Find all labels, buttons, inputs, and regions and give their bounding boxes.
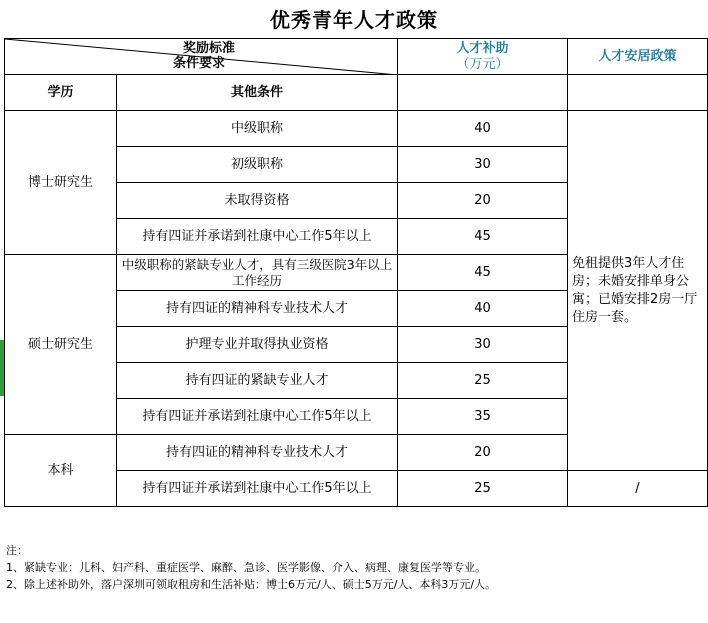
amount-cell: 45: [398, 255, 568, 291]
header-reward-standard: 奖励标准: [183, 41, 236, 56]
condition-cell: 持有四证的精神科专业技术人才: [117, 291, 398, 327]
condition-cell: 未取得资格: [117, 183, 398, 219]
page-title: 优秀青年人才政策: [270, 8, 438, 32]
empty-cell: [398, 75, 568, 111]
amount-cell: 25: [398, 363, 568, 399]
header-subsidy-label: 人才补助: [456, 40, 509, 56]
condition-cell: 中级职称: [117, 111, 398, 147]
amount-cell: 20: [398, 435, 568, 471]
empty-cell: [568, 75, 708, 111]
notes-section: [6, 542, 496, 593]
header-other-conditions: 其他条件: [117, 75, 398, 111]
amount-cell: 25: [398, 471, 568, 507]
housing-policy-cell: 免租提供3年人才住房；未婚安排单身公寓；已婚安排2房一厅住房一套。: [568, 111, 708, 471]
condition-cell: 持有四证并承诺到社康中心工作5年以上: [117, 399, 398, 435]
degree-bachelor: 本科: [5, 435, 117, 507]
amount-cell: 40: [398, 291, 568, 327]
condition-cell: 持有四证的紧缺专业人才: [117, 363, 398, 399]
header-housing: 人才安居政策: [568, 39, 708, 75]
diagonal-header-cell: [5, 39, 398, 75]
amount-cell: 30: [398, 327, 568, 363]
housing-slash-cell: /: [568, 471, 708, 507]
header-degree: 学历: [5, 75, 117, 111]
header-conditions: 条件要求: [173, 56, 226, 71]
amount-cell: 40: [398, 111, 568, 147]
degree-master: 硕士研究生: [5, 255, 117, 435]
condition-cell: 护理专业并取得执业资格: [117, 327, 398, 363]
amount-cell: 20: [398, 183, 568, 219]
condition-cell: 中级职称的紧缺专业人才，具有三级医院3年以上工作经历: [117, 255, 398, 291]
condition-cell: 初级职称: [117, 147, 398, 183]
policy-table: [4, 38, 708, 507]
amount-cell: 30: [398, 147, 568, 183]
degree-doctor: 博士研究生: [5, 111, 117, 255]
amount-cell: 45: [398, 219, 568, 255]
condition-cell: 持有四证并承诺到社康中心工作5年以上: [117, 219, 398, 255]
condition-cell: 持有四证并承诺到社康中心工作5年以上: [117, 471, 398, 507]
amount-cell: 35: [398, 399, 568, 435]
header-subsidy: [398, 39, 568, 75]
note-line-1: 1、紧缺专业：儿科、妇产科、重症医学、麻醉、急诊、医学影像、介入、病理、康复医学等专业。: [6, 561, 486, 574]
condition-cell: 持有四证的精神科专业技术人才: [117, 435, 398, 471]
header-subsidy-unit: （万元）: [456, 56, 509, 72]
note-line-2: 2、除上述补助外，落户深圳可领取租房和生活补贴：博士6万元/人、硕士5万元/人、本科3万元/人。: [6, 578, 497, 591]
notes-label: 注：: [6, 544, 28, 557]
